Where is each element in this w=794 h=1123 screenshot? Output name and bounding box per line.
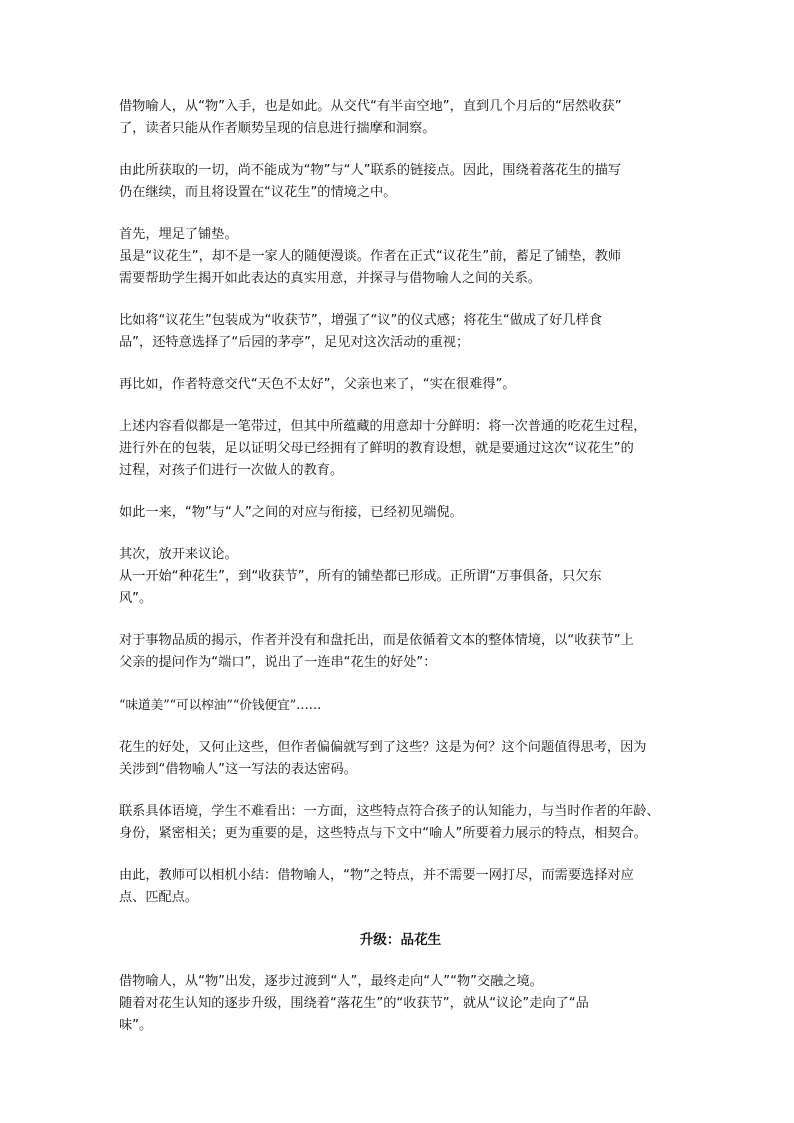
paragraph [119, 310, 682, 354]
paragraph [119, 971, 682, 1037]
text-line: 上述内容看似都是一笔带过，但其中所蕴藏的用意却十分鲜明：将一次普通的吃花生过程， [119, 419, 647, 434]
paragraph [119, 160, 682, 204]
text-line: 随着对花生认知的逐步升级，围绕着“落花生”的“收获节”，就从“议论”走向了“品 [119, 996, 589, 1011]
text-line: 味”。 [119, 1018, 153, 1033]
text-line: 由此所获取的一切，尚不能成为“物”与“人”联系的链接点。因此，围绕着落花生的描写 [119, 163, 622, 178]
paragraph [119, 630, 682, 674]
text-line: 需要帮助学生揭开如此表达的真实用意，并探寻与借物喻人之间的关系。 [119, 271, 541, 286]
text-line: 仍在继续，而且将设置在“议花生”的情境之中。 [119, 185, 397, 200]
text-line: 关涉到“借物喻人”这一写法的表达密码。 [119, 762, 357, 777]
text-line: 品”，还特意选择了“后园的茅亭”，足见对这次活动的重视； [119, 335, 470, 350]
text-line: 由此，教师可以相机小结：借物喻人，“物”之特点，并不需要一网打尽，而需要选择对应 [119, 868, 634, 883]
paragraph [119, 502, 682, 524]
paragraph [119, 865, 682, 909]
text-line: 身份，紧密相关；更为重要的是，这些特点与下文中“喻人”所要着力展示的特点，相契合。 [119, 826, 647, 841]
text-line: 如此一来，“物”与“人”之间的对应与衔接，已经初见端倪。 [119, 505, 463, 520]
text-line: 点、匹配点。 [119, 890, 199, 905]
paragraph [119, 737, 682, 781]
text-line: 对于事物品质的揭示，作者并没有和盘托出，而是依循着文本的整体情境，以“收获节”上 [119, 633, 634, 648]
text-line: 虽是“议花生”，却不是一家人的随便漫谈。作者在正式“议花生”前，蓄足了铺垫，教师 [119, 249, 622, 264]
paragraph [119, 416, 682, 482]
document-page [119, 96, 682, 1057]
text-line: 借物喻人，从“物”出发，逐步过渡到“人”，最终走向“人”“物”交融之境。 [119, 974, 543, 989]
text-line: 从一开始“种花生”，到“收获节”，所有的铺垫都已形成。正所谓“万事俱备，只欠东 [119, 569, 602, 584]
paragraph [119, 544, 682, 610]
text-line: 首先，埋足了铺垫。 [119, 227, 238, 242]
paragraph [119, 96, 682, 140]
text-line: 借物喻人，从“物”入手，也是如此。从交代“有半亩空地”，直到几个月后的“居然收获” [119, 99, 622, 114]
text-line: 花生的好处，又何止这些，但作者偏偏就写到了这些？这是为何？这个问题值得思考，因为 [119, 740, 647, 755]
text-line: 比如将“议花生”包装成为“收获节”，增强了“议”的仪式感；将花生“做成了好几样食 [119, 313, 603, 328]
text-line: 其次，放开来议论。 [119, 547, 238, 562]
text-line: 再比如，作者特意交代“天色不太好”，父亲也来了，“实在很难得”。 [119, 377, 516, 392]
paragraph [119, 801, 682, 845]
text-line: 父亲的提问作为“端口”，说出了一连串“花生的好处”： [119, 655, 437, 670]
text-line: 了，读者只能从作者顺势呈现的信息进行揣摩和洞察。 [119, 121, 436, 136]
text-line: 过程，对孩子们进行一次做人的教育。 [119, 463, 344, 478]
paragraph [119, 224, 682, 290]
text-line: 风”。 [119, 591, 153, 606]
text-line: 进行外在的包装，足以证明父母已经拥有了鲜明的教育设想，就是要通过这次“议花生”的 [119, 441, 634, 456]
text-line: 联系具体语境，学生不难看出：一方面，这些特点符合孩子的认知能力，与当时作者的年龄、 [119, 804, 660, 819]
paragraph [119, 374, 682, 396]
section-heading: 升级：品花生 [359, 932, 442, 948]
quoted-phrases: “味道美”“可以榨油”“价钱便宜”…… [119, 697, 322, 712]
